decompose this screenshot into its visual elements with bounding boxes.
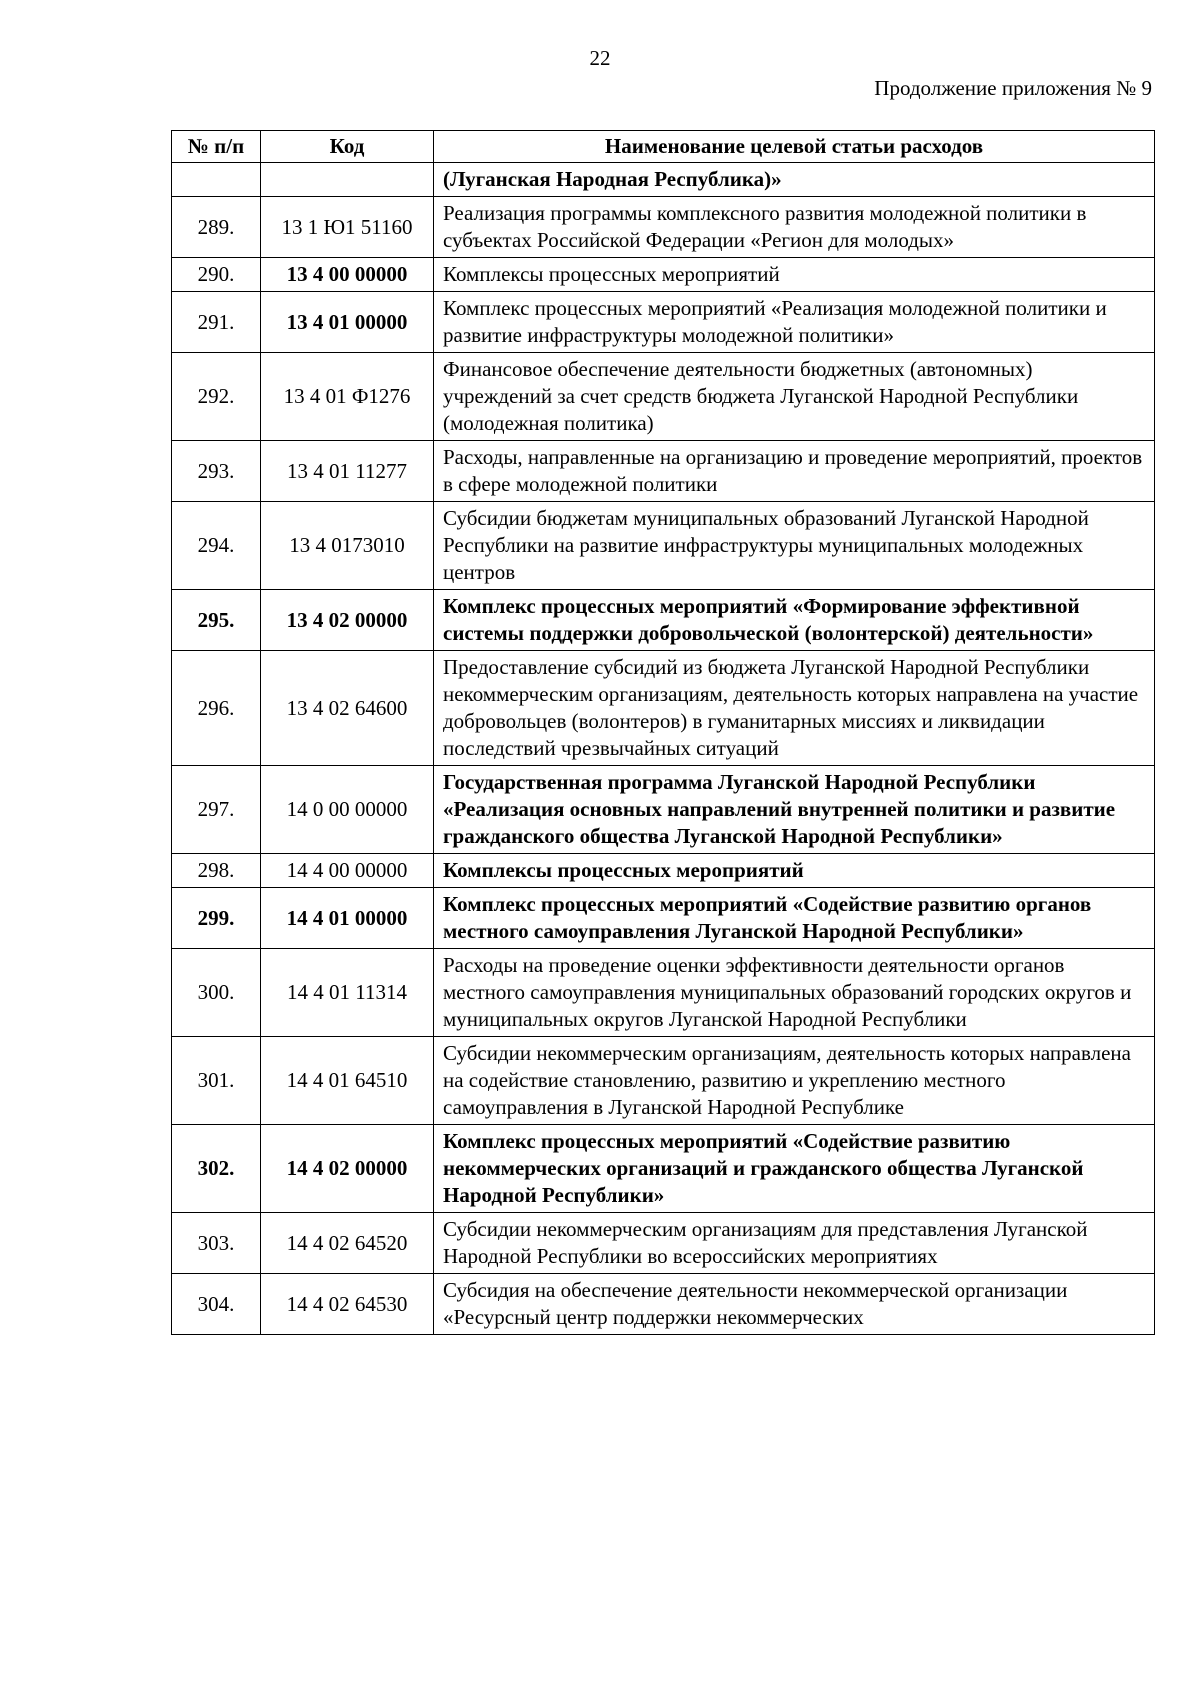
row-name-cell: Реализация программы комплексного развития молодежной политики в субъектах Российской Федерации «Регион для молодых» <box>434 197 1155 258</box>
table-row <box>172 1213 1155 1274</box>
table-row <box>172 1274 1155 1335</box>
row-number-cell: 304. <box>172 1274 261 1335</box>
row-code-cell: 13 4 02 64600 <box>261 651 434 766</box>
row-code-cell: 13 4 01 00000 <box>261 292 434 353</box>
row-number-cell: 290. <box>172 258 261 292</box>
row-name-cell: Расходы, направленные на организацию и проведение мероприятий, проектов в сфере молодежной политики <box>434 441 1155 502</box>
row-number-cell: 291. <box>172 292 261 353</box>
expense-items-table <box>171 130 1155 1335</box>
row-name-cell: Комплекс процессных мероприятий «Содействие развитию органов местного самоуправления Луганской Народной Республики» <box>434 888 1155 949</box>
row-code-cell: 14 4 02 00000 <box>261 1125 434 1213</box>
row-number-cell: 303. <box>172 1213 261 1274</box>
row-code-cell: 14 4 02 64530 <box>261 1274 434 1335</box>
row-name-cell: Предоставление субсидий из бюджета Луганской Народной Республики некоммерческим организациям, деятельность которых направлена на участие добровольцев (волонтеров) в гуманитарных миссиях и ликвидации последствий чрезвычайных ситуаций <box>434 651 1155 766</box>
row-name-cell: Субсидия на обеспечение деятельности некоммерческой организации «Ресурсный центр поддержки некоммерческих <box>434 1274 1155 1335</box>
table-row <box>172 854 1155 888</box>
table-row <box>172 258 1155 292</box>
column-header-name: Наименование целевой статьи расходов <box>434 131 1155 163</box>
row-number-cell: 293. <box>172 441 261 502</box>
row-name-cell: Комплекс процессных мероприятий «Содействие развитию некоммерческих организаций и гражданского общества Луганской Народной Республики» <box>434 1125 1155 1213</box>
row-number-cell: 295. <box>172 590 261 651</box>
table-row <box>172 353 1155 441</box>
row-name-cell: Государственная программа Луганской Народной Республики «Реализация основных направлений внутренней политики и развитие гражданского общества Луганской Народной Республики» <box>434 766 1155 854</box>
row-number-cell: 299. <box>172 888 261 949</box>
table-row <box>172 949 1155 1037</box>
row-number-cell: 302. <box>172 1125 261 1213</box>
row-code-cell: 14 4 01 64510 <box>261 1037 434 1125</box>
table-row <box>172 590 1155 651</box>
row-name-cell: Комплексы процессных мероприятий <box>434 258 1155 292</box>
row-code-cell: 13 1 Ю1 51160 <box>261 197 434 258</box>
row-name-cell: Расходы на проведение оценки эффективности деятельности органов местного самоуправления муниципальных образований городских округов и муниципальных округов Луганской Народной Республики <box>434 949 1155 1037</box>
row-number-cell: 292. <box>172 353 261 441</box>
row-name-cell: Комплексы процессных мероприятий <box>434 854 1155 888</box>
column-header-number: № п/п <box>172 131 261 163</box>
table-row <box>172 888 1155 949</box>
row-name-cell: Субсидии бюджетам муниципальных образований Луганской Народной Республики на развитие инфраструктуры муниципальных молодежных центров <box>434 502 1155 590</box>
row-name-cell: Комплекс процессных мероприятий «Реализация молодежной политики и развитие инфраструктуры молодежной политики» <box>434 292 1155 353</box>
appendix-continuation-label: Продолжение приложения № 9 <box>874 76 1152 100</box>
table-body <box>172 163 1155 1335</box>
row-number-cell: 289. <box>172 197 261 258</box>
row-code-cell: 14 4 01 11314 <box>261 949 434 1037</box>
table-row <box>172 1037 1155 1125</box>
row-number-cell: 298. <box>172 854 261 888</box>
table-row <box>172 441 1155 502</box>
row-number-cell: 301. <box>172 1037 261 1125</box>
table-row <box>172 292 1155 353</box>
row-code-cell: 14 4 01 00000 <box>261 888 434 949</box>
row-code-cell: 13 4 01 Ф1276 <box>261 353 434 441</box>
table-header-row <box>172 131 1155 163</box>
row-code-cell <box>261 163 434 197</box>
row-name-cell: (Луганская Народная Республика)» <box>434 163 1155 197</box>
row-number-cell: 294. <box>172 502 261 590</box>
table-row <box>172 502 1155 590</box>
table-row <box>172 1125 1155 1213</box>
table-row <box>172 197 1155 258</box>
row-name-cell: Комплекс процессных мероприятий «Формирование эффективной системы поддержки добровольческой (волонтерской) деятельности» <box>434 590 1155 651</box>
row-code-cell: 14 4 00 00000 <box>261 854 434 888</box>
table-row <box>172 651 1155 766</box>
row-code-cell: 13 4 0173010 <box>261 502 434 590</box>
table-row <box>172 766 1155 854</box>
row-code-cell: 13 4 01 11277 <box>261 441 434 502</box>
row-number-cell: 296. <box>172 651 261 766</box>
row-number-cell: 300. <box>172 949 261 1037</box>
page-number: 22 <box>589 46 611 70</box>
row-name-cell: Финансовое обеспечение деятельности бюджетных (автономных) учреждений за счет средств бюджета Луганской Народной Республики (молодежная политика) <box>434 353 1155 441</box>
row-number-cell: 297. <box>172 766 261 854</box>
row-code-cell: 13 4 00 00000 <box>261 258 434 292</box>
row-name-cell: Субсидии некоммерческим организациям, деятельность которых направлена на содействие становлению, развитию и укреплению местного самоуправления в Луганской Народной Республике <box>434 1037 1155 1125</box>
row-code-cell: 14 0 00 00000 <box>261 766 434 854</box>
row-name-cell: Субсидии некоммерческим организациям для представления Луганской Народной Республики во всероссийских мероприятиях <box>434 1213 1155 1274</box>
row-code-cell: 14 4 02 64520 <box>261 1213 434 1274</box>
column-header-code: Код <box>261 131 434 163</box>
row-number-cell <box>172 163 261 197</box>
table-row <box>172 163 1155 197</box>
row-code-cell: 13 4 02 00000 <box>261 590 434 651</box>
